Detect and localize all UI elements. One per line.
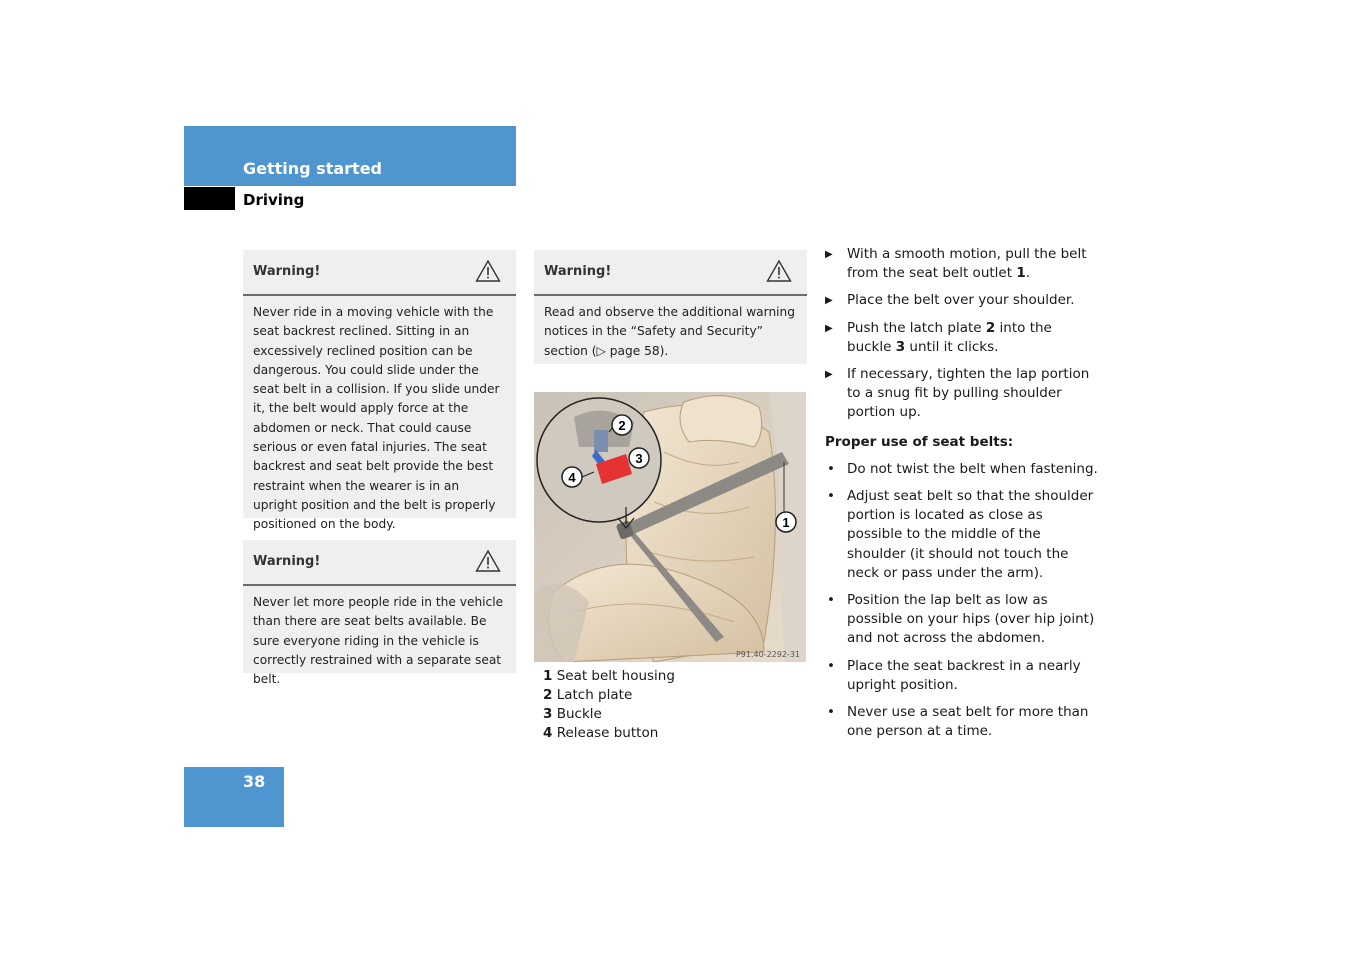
legend-item: 2 Latch plate [543,687,633,703]
step-item: ▶ If necessary, tighten the lap portion to a snug fit by pulling shoulder portion up. [825,366,1090,421]
seat-belt-illustration [534,392,806,662]
arrow-bullet-icon: ▶ [825,249,833,260]
callout-3 [629,448,649,468]
svg-text:2: 2 [618,418,626,433]
subsection-title: Driving [243,191,305,209]
warning-title: Warning! [253,264,321,279]
warning-header [243,250,516,296]
bullet-dot-icon: • [827,488,835,505]
figure-code: P91.40-2292-31 [735,650,800,659]
warning-box-backrest [243,250,516,532]
warning-text: Read and observe the additional warning notices in the “Safety and Security” section (▷ page 58). [544,305,796,358]
warning-box-occupants [243,540,516,687]
warning-box-safety-reference [534,250,807,364]
arrow-bullet-icon: ▶ [825,295,833,307]
page-number-box [184,767,284,827]
bullet-dot-icon: • [827,657,835,674]
arrow-bullet-icon: ▶ [825,322,833,334]
step-item: ▶ Place the belt over your shoulder. [825,291,1100,310]
warning-triangle-icon [475,259,501,283]
svg-text:4: 4 [568,470,576,485]
svg-text:3: 3 [635,451,643,466]
arrow-bullet-icon: ▶ [825,369,833,381]
callout-1 [776,512,796,532]
figure-legend [543,667,675,743]
proper-use-heading: Proper use of seat belts: [825,433,1014,450]
list-item: • Position the lap belt as low as possible on your hips (over hip joint) and not across the abdomen. [827,592,1095,647]
warning-header [243,540,516,586]
svg-text:1: 1 [782,515,790,530]
bullet-dot-icon: • [827,704,835,721]
warning-title: Warning! [253,554,321,569]
page-number: 38 [243,772,266,791]
step-item: ▶ Push the latch plate 2 into the buckle 3 until it clicks. [825,319,1052,355]
list-item: • Do not twist the belt when fastening. [825,460,1100,479]
list-item: • Never use a seat belt for more than one person at a time. [827,704,1089,740]
legend-item: 3 Buckle [543,706,602,722]
bullet-dot-icon: • [827,592,835,609]
step-item: ▶ With a smooth motion, pull the belt from the seat belt outlet 1. [825,246,1087,282]
bullet-dot-icon: • [827,460,835,477]
section-title: Getting started [243,159,382,178]
seat-illustration-drawing [534,392,806,662]
instructions-column [825,245,1100,749]
warning-text: Never ride in a moving vehicle with the seat backrest reclined. Sitting in an excessively reclined position can be dangerous. You could slide under the seat belt in a collision. If you slide under it, the belt would apply force at the abdomen or neck. That could cause serious or even fatal injuries. The seat backrest and seat belt provide the best restraint when the wearer is in an upright position and the belt is properly positioned on the body. [253,305,500,532]
section-tab-marker [184,187,235,210]
legend-item: 1 Seat belt housing [543,668,675,684]
warning-header [534,250,807,296]
warning-text: Never let more people ride in the vehicle than there are seat belts available. Be sure everyone riding in the vehicle is correctly restrained with a separate seat belt. [253,595,504,687]
warning-title: Warning! [544,264,612,279]
list-item: • Adjust seat belt so that the shoulder portion is located as close as possible to the middle of the shoulder (it should not touch the neck or pass under the arm). [827,488,1094,581]
legend-item: 4 Release button [543,725,659,741]
list-item: • Place the seat backrest in a nearly upright position. [827,657,1081,693]
warning-triangle-icon [766,259,792,283]
warning-triangle-icon [475,549,501,573]
